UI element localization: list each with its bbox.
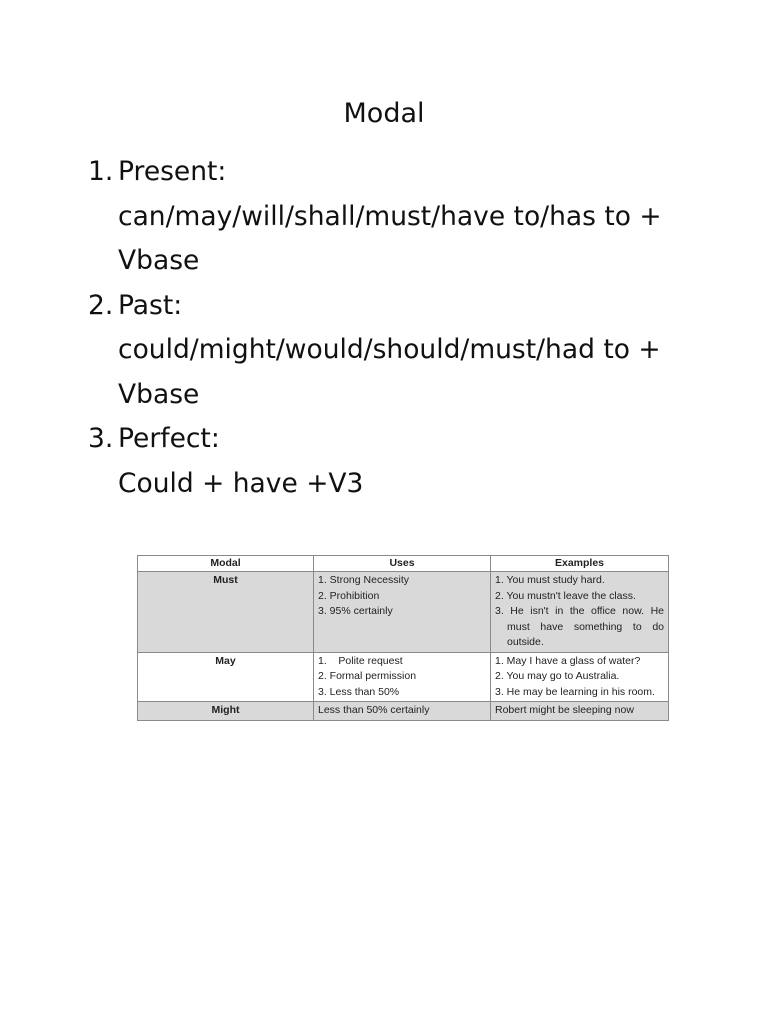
rule-perfect [88,417,708,506]
modal-cell: Might [138,702,314,721]
use-item: 3. 95% certainly [318,605,393,617]
modal-table [137,555,669,721]
rule-line: can/may/will/shall/must/have to/has to + [118,200,662,232]
rule-line: could/might/would/should/must/had to + [118,334,661,365]
examples-cell [491,702,669,721]
rule-line: Vbase [118,245,200,276]
rule-number: 2. [88,289,114,321]
use-item: 1. Polite request [318,654,403,667]
examples-cell [491,572,669,653]
example-item: 1. You must study hard. [495,574,605,586]
modal-cell: Must [138,572,314,653]
rule-line: Could + have +V3 [118,467,364,499]
uses-cell [314,652,491,702]
rule-heading: Present: [118,156,227,187]
table-row-may [138,652,669,702]
use-item: Less than 50% certainly [318,704,430,716]
use-item: 3. Less than 50% [318,685,400,698]
example-item: 3. He may be learning in his room. [495,685,655,698]
rule-number: 3. [88,423,114,454]
use-item: 1. Strong Necessity [318,574,410,586]
uses-cell [314,702,491,721]
use-item: 2. Formal permission [318,670,417,682]
use-item: 2. Prohibition [318,589,380,602]
example-item: 1. May I have a glass of water? [495,654,641,667]
column-header-examples: Examples [491,556,669,572]
table-row-must [138,572,669,653]
rule-number: 1. [88,156,114,187]
rule-present [88,150,708,284]
column-header-uses: Uses [314,556,491,572]
rule-heading: Perfect: [118,423,220,454]
column-header-modal: Modal [138,556,314,572]
example-item: 2. You mustn't leave the class. [495,589,636,602]
rule-heading: Past: [118,289,183,321]
example-item: 3. He isn't in the office now. He must have something to do outside. [495,605,664,648]
rule-line: Vbase [118,378,200,410]
modal-rules-list [88,150,708,506]
table-row-might [138,702,669,721]
examples-cell [491,652,669,702]
modal-cell: May [138,652,314,702]
example-item: 2. You may go to Australia. [495,670,620,682]
example-item: Robert might be sleeping now [495,704,634,716]
rule-past [88,284,708,418]
uses-cell [314,572,491,653]
table-header-row [138,556,669,572]
page-title: Modal [343,98,425,129]
